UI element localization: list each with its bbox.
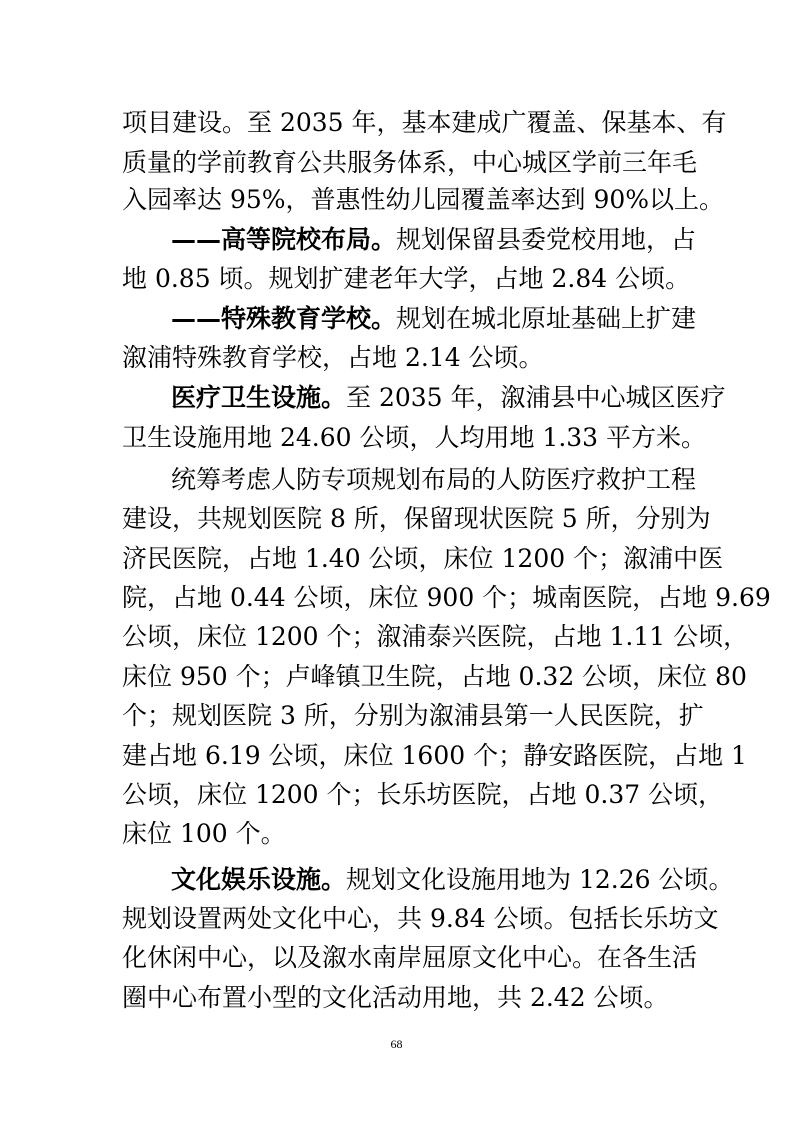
paragraph-line: 建占地 6.19 公顷，床位 1600 个；静安路医院，占地 1 [122, 741, 747, 770]
section-heading: ——高等院校布局。 [171, 225, 397, 254]
paragraph-line: 溆浦特殊教育学校，占地 2.14 公顷。 [122, 343, 544, 372]
paragraph-line: 公顷，床位 1200 个；长乐坊医院，占地 0.37 公顷， [122, 780, 724, 809]
paragraph-line: 床位 100 个。 [122, 819, 286, 848]
section-heading-line: 医疗卫生设施。至 2035 年，溆浦县中心城区医疗 [171, 383, 726, 412]
section-heading-line: ——特殊教育学校。规划在城北原址基础上扩建 [171, 304, 697, 333]
paragraph-line: 个；规划医院 3 所，分别为溆浦县第一人民医院，扩 [122, 701, 704, 730]
paragraph-line: 规划设置两处文化中心，共 9.84 公顷。包括长乐坊文 [122, 904, 719, 933]
section-heading-line: ——高等院校布局。规划保留县委党校用地，占 [171, 225, 697, 254]
paragraph-line: 圈中心布置小型的文化活动用地，共 2.42 公顷。 [122, 983, 669, 1012]
paragraph-line: 公顷，床位 1200 个；溆浦泰兴医院，占地 1.11 公顷， [122, 622, 749, 651]
paragraph-line: 地 0.85 顷。规划扩建老年大学，占地 2.84 公顷。 [122, 264, 691, 293]
section-heading-line: 文化娱乐设施。规划文化设施用地为 12.26 公顷。 [171, 865, 734, 894]
paragraph-line: 建设，共规划医院 8 所，保留现状医院 5 所，分别为 [122, 504, 711, 533]
paragraph-line: 质量的学前教育公共服务体系，中心城区学前三年毛 [122, 148, 698, 177]
paragraph-line: 统筹考虑人防专项规划布局的人防医疗救护工程 [171, 465, 697, 494]
paragraph-line: 济民医院，占地 1.40 公顷，床位 1200 个；溆浦中医 [122, 544, 724, 573]
section-heading: 文化娱乐设施。 [171, 865, 347, 894]
paragraph-line: 院，占地 0.44 公顷，床位 900 个；城南医院，占地 9.69 [122, 583, 771, 612]
paragraph-line: 化休闲中心，以及溆水南岸屈原文化中心。在各生活 [122, 943, 698, 972]
section-heading: 医疗卫生设施。 [171, 383, 347, 412]
section-heading: ——特殊教育学校。 [171, 304, 397, 333]
paragraph-line: 卫生设施用地 24.60 公顷，人均用地 1.33 平方米。 [122, 423, 707, 452]
paragraph-line: 床位 950 个；卢峰镇卫生院，占地 0.32 公顷，床位 80 [122, 662, 747, 691]
paragraph-line: 入园率达 95%，普惠性幼儿园覆盖率达到 90%以上。 [122, 185, 725, 214]
page-number: 68 [390, 1037, 403, 1051]
paragraph-line: 项目建设。至 2035 年，基本建成广覆盖、保基本、有 [122, 108, 727, 137]
